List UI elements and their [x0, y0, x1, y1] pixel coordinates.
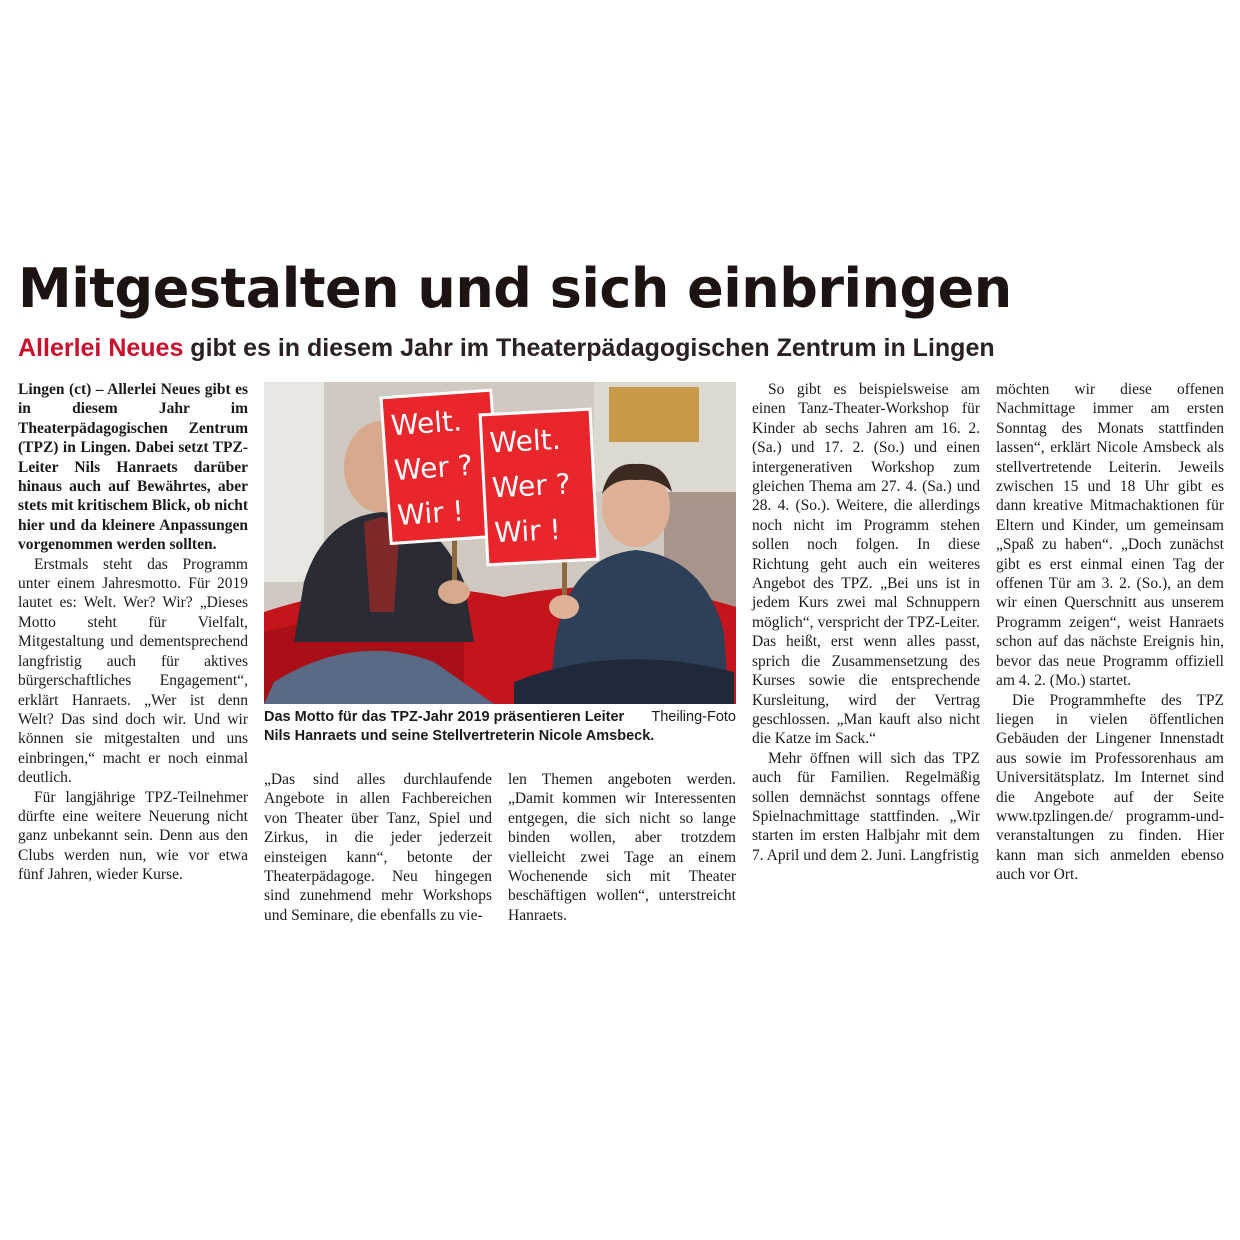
paragraph: Erstmals steht das Programm unter einem Jahresmotto. Für 2019 lautet es: Welt. Wer? Wir? „Dieses Motto steht für Vielfalt, Mitgestaltung und dementsprechend langfristig auch für aktives bürgerschaftliches Engagement“, erklärt Hanraets. „Wer ist denn Welt? Das sind doch wir. Und wir können sie mitgestalten und uns einbringen,“ macht er noch einmal deutlich. — [18, 555, 248, 787]
paragraph: So gibt es beispielsweise am einen Tanz-Theater-Workshop für Kinder ab sechs Jahren am 16. 2. (Sa.) und 17. 2. (So.) und einen intergenerativen Workshop zum gleichen Thema am 27. 4. (Sa.) und 28. 4. (So.). Weitere, die allerdings noch nicht im Programm stehen sollen noch folgen. In diese Richtung geht auch ein weiteres Angebot des TPZ. „Bei uns ist in jedem Kurs zwei mal Schnuppern möglich“, verspricht der TPZ-Leiter. Das heißt, erst wenn alles passt, sprich die Zusammensetzung des Kurses sowie die entsprechende Kursleitung, wird der Vertrag geschlossen. „Man kauft also nicht die Katze im Sack.“ — [752, 381, 980, 748]
paragraph: Mehr öffnen will sich das TPZ auch für Familien. Regelmäßig sollen demnächst sonntags offene Spielnachmittage stattfinden. „Wir starten im ersten Halbjahr mit dem 7. April und dem 2. Juni. Langfristig — [752, 749, 980, 864]
subheadline — [18, 333, 995, 363]
paragraph: möchten wir diese offenen Nachmittage immer am ersten Sonntag des Monats stattfinden lassen“, erklärt Nicole Amsbeck als stellvertretende Leiterin. Jeweils zwischen 15 und 18 Uhr gibt es dann kreative Mitmachaktionen für Eltern und Kinder, um gemeinsam „Spaß zu haben“. „Doch zunächst gibt es erst einmal einen Tag der offenen Tür am 3. 2. (So.), an dem wir einen Querschnitt aus unserem Programm zeigen“, weist Hanraets schon auf das nächste Ereignis hin, bevor das neue Programm offiziell am 4. 2. (Mo.) startet. — [996, 381, 1224, 690]
subheadline-accent: Allerlei Neues — [18, 334, 184, 362]
headline: Mitgestalten und sich einbringen — [18, 257, 1012, 320]
sign-left-line-2: Wer ? — [392, 448, 474, 488]
subheadline-rest: gibt es in diesem Jahr im Theaterpädagogischen Zentrum in Lingen — [183, 334, 995, 362]
photo-credit: Theiling-Foto — [651, 709, 736, 725]
photo-caption — [264, 708, 736, 746]
lead-paragraph: Lingen (ct) – Allerlei Neues gibt es in diesem Jahr im Theaterpädagogischen Zentrum (TPZ) in Lingen. Dabei setzt TPZ-Leiter Nils Hanraets darüber hinaus auch auf Bewährtes, aber stets mit kritischem Blick, ob nicht hier und da kleinere Anpassungen vorgenommen werden sollten. — [18, 381, 248, 554]
sign-right-line-2: Wer ? — [491, 467, 572, 505]
sign-left-line-1: Welt. — [389, 404, 463, 443]
paragraph: len Themen angeboten werden. „Damit kommen wir Interessenten entgegen, die sich nicht so lange binden wollen, aber trotzdem vielleicht zwei Tage an einem Wochenende sich mit Theater beschäftigen wollen“, unterstreicht Hanraets. — [508, 771, 736, 924]
article-column-5 — [996, 380, 1224, 885]
photo-illustration — [264, 382, 736, 704]
article-column-1 — [18, 380, 248, 885]
sign-right-line-3: Wir ! — [493, 512, 562, 550]
article-column-4 — [752, 380, 980, 865]
sign-left-line-3: Wir ! — [396, 494, 465, 532]
article-column-3 — [508, 770, 736, 925]
sign-right-line-1: Welt. — [488, 422, 562, 460]
paragraph: „Das sind alles durchlaufende Angebote in allen Fachbereichen von Theater über Tanz, Spiel und Zirkus, in die jeder jederzeit einsteigen kann“, betonte der Theaterpädagoge. Neu hingegen sind zunehmend mehr Workshops und Seminare, die ebenfalls zu vie- — [264, 771, 492, 924]
article-column-2 — [264, 770, 492, 925]
article-photo — [264, 382, 736, 704]
paragraph: Für langjährige TPZ-Teilnehmer dürfte eine weitere Neuerung nicht ganz unbekannt sein. Denn aus den Clubs werden nun, wie vor etwa fünf Jahren, wieder Kurse. — [18, 788, 248, 884]
paragraph: Die Programmhefte des TPZ liegen in vielen öffentlichen Gebäuden der Lingener Innenstadt aus sowie im Professorenhaus am Universitätsplatz. Im Internet sind die Angebote auf der Seite www.tpzlingen.de/ programm-und-veranstaltungen zu finden. Hier kann man sich anmelden ebenso auch vor Ort. — [996, 691, 1224, 884]
caption-text: Das Motto für das TPZ-Jahr 2019 präsentieren Leiter Nils Hanraets und seine Stellvertreterin Nicole Amsbeck. — [264, 709, 655, 744]
